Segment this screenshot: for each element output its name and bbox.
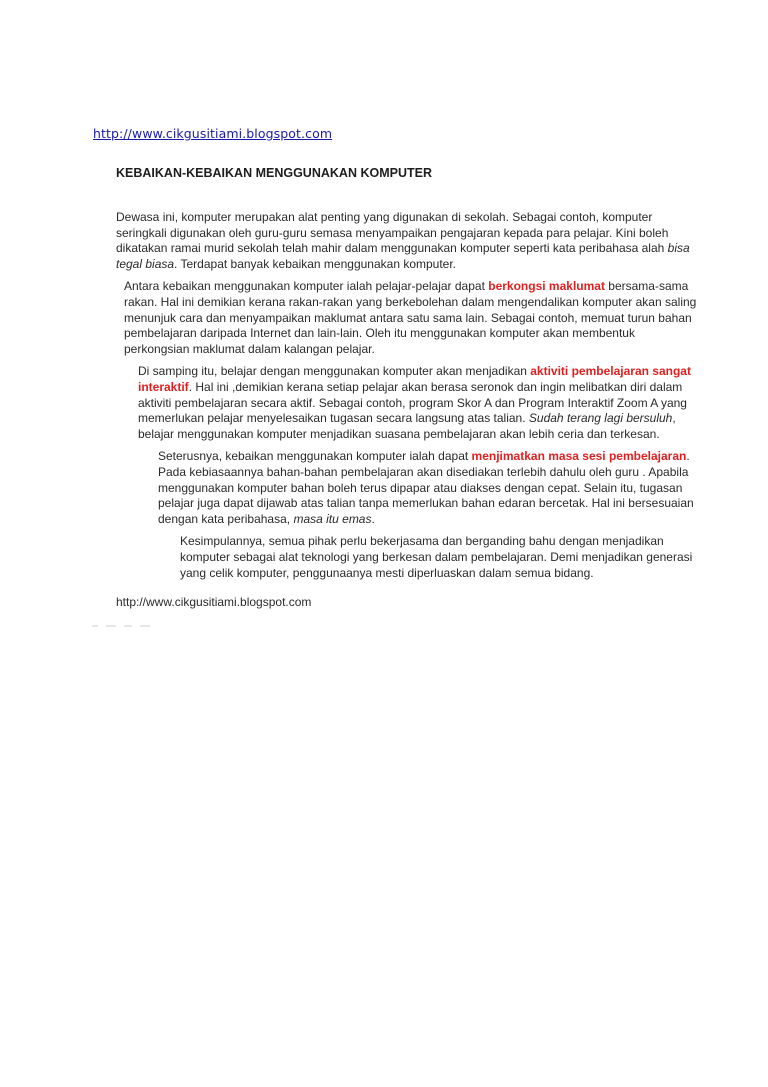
proverb-italic-3: masa itu emas	[293, 512, 372, 527]
paragraph-conclusion: Kesimpulannya, semua pihak perlu bekerjasama dan berganding bahu dengan menjadikan komputer sebagai alat teknologi yang berkesan dalam pembelajaran. Demi menjadikan generasi yang celik komputer, penggunaanya mesti diperluaskan dalam semua bidang.	[180, 533, 693, 580]
highlight-interactive: aktiviti pembelajaran sangat interaktif	[138, 363, 691, 394]
article	[116, 166, 701, 611]
article-title: KEBAIKAN-KEBAIKAN MENGGUNAKAN KOMPUTER	[116, 166, 432, 180]
header-blog-link[interactable]: http://www.cikgusitiami.blogspot.com	[93, 126, 333, 141]
footer-blog-link[interactable]: http://www.cikgusitiami.blogspot.com	[116, 595, 312, 610]
proverb-italic: bisa tegal biasa	[116, 241, 690, 272]
proverb-italic-2: Sudah terang lagi bersuluh	[528, 411, 673, 426]
paragraph-intro: Dewasa ini, komputer merupakan alat penting yang digunakan di sekolah. Sebagai contoh, komputer seringkali digunakan oleh guru-guru semasa menyampaikan pengajaran kepada para pelajar. Kini boleh dikatakan ramai murid sekolah telah mahir dalam menggunakan komputer seperti kata peribahasa alah bisa tegal biasa. Terdapat banyak kebaikan menggunakan komputer.	[116, 209, 690, 272]
paragraph-share-info: Antara kebaikan menggunakan komputer ialah pelajar-pelajar dapat berkongsi maklumat bersama-sama rakan. Hal ini demikian kerana rakan-rakan yang berkebolehan dalam mengendalikan komputer akan saling menunjuk cara dan menyampaikan maklumat antara satu sama lain. Sebagai contoh, memuat turun bahan pembelajaran daripada Internet dan lain-lain. Oleh itu menggunakan komputer akan membentuk perkongsian maklumat dalam kalangan pelajar.	[124, 278, 697, 357]
highlight-share-info: berkongsi maklumat	[488, 278, 605, 293]
paragraph-interactive: Di samping itu, belajar dengan menggunakan komputer akan menjadikan aktiviti pembelajaran sangat interaktif. Hal ini ,demikian kerana setiap pelajar akan berasa seronok dan ingin melibatkan diri dalam aktiviti pembelajaran secara aktif. Sebagai contoh, program Skor A dan Program Interaktif Zoom A yang memerlukan pelajar menyelesaikan tugasan secara langsung atas talian. Sudah terang lagi bersuluh, belajar menggunakan komputer menjadikan suasana pembelajaran akan lebih ceria dan terkesan.	[138, 363, 691, 442]
scan-artifact-decoration	[92, 614, 162, 618]
paragraph-save-time: Seterusnya, kebaikan menggunakan komputer ialah dapat menjimatkan masa sesi pembelajaran. Pada kebiasaannya bahan-bahan pembelajaran akan disediakan terlebih dahulu oleh guru . Apabila menggunakan komputer bahan boleh terus dipapar atau diakses dengan cepat. Selain itu, tugasan pelajar juga dapat dijawab atas talian tanpa memerlukan bahan edaran bercetak. Hal ini bersesuaian dengan kata peribahasa, masa itu emas.	[158, 448, 694, 527]
highlight-save-time: menjimatkan masa sesi pembelajaran	[471, 448, 687, 463]
